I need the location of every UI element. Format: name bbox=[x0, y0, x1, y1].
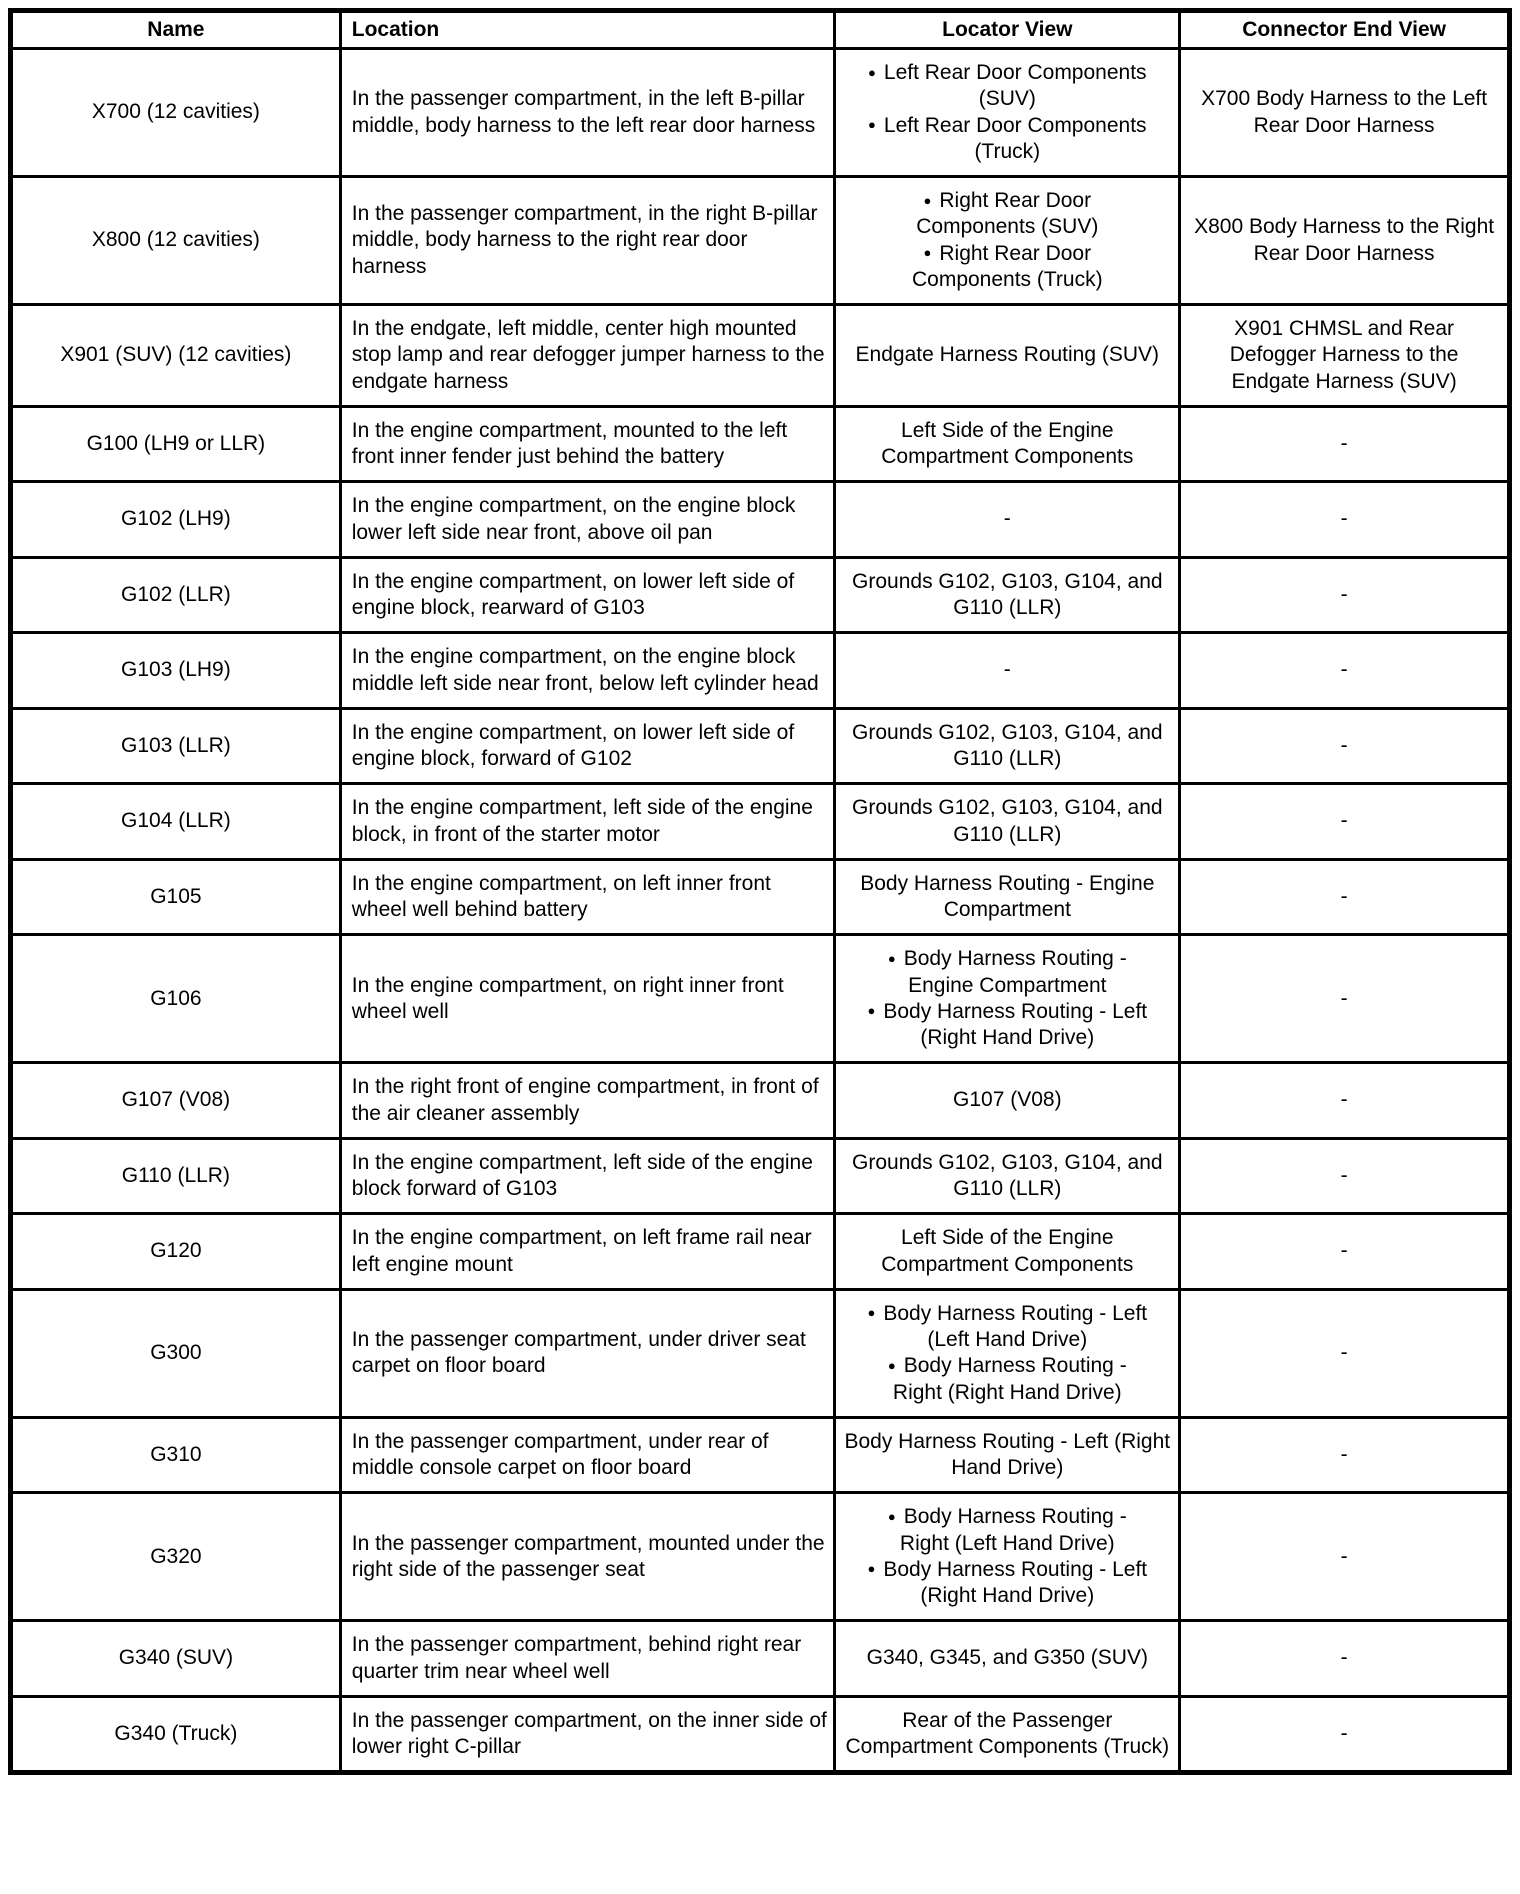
connector-end-view-cell: - bbox=[1180, 482, 1510, 558]
name-cell: G340 (Truck) bbox=[11, 1696, 341, 1773]
name-cell: G105 bbox=[11, 859, 341, 935]
location-cell: In the engine compartment, mounted to the left front inner fender just behind the battery bbox=[340, 406, 835, 482]
table-row bbox=[11, 1138, 1510, 1214]
name-cell: G120 bbox=[11, 1214, 341, 1290]
connector-end-view-cell: X800 Body Harness to the Right Rear Door Harness bbox=[1180, 177, 1510, 305]
locator-view-cell bbox=[835, 935, 1180, 1063]
table-row bbox=[11, 1696, 1510, 1773]
location-cell: In the engine compartment, on lower left side of engine block, rearward of G103 bbox=[340, 557, 835, 633]
connector-end-view-cell: - bbox=[1180, 1214, 1510, 1290]
location-cell: In the engine compartment, on the engine block lower left side near front, above oil pan bbox=[340, 482, 835, 558]
locator-view-cell: G107 (V08) bbox=[835, 1063, 1180, 1139]
name-cell: G102 (LLR) bbox=[11, 557, 341, 633]
header-locator-view: Locator View bbox=[835, 11, 1180, 49]
connector-end-view-cell: - bbox=[1180, 1493, 1510, 1621]
name-cell: G107 (V08) bbox=[11, 1063, 341, 1139]
table-row bbox=[11, 1493, 1510, 1621]
connector-end-view-cell: - bbox=[1180, 406, 1510, 482]
name-cell: G300 bbox=[11, 1289, 341, 1417]
table-row bbox=[11, 784, 1510, 860]
location-cell: In the endgate, left middle, center high mounted stop lamp and rear defogger jumper harness to the endgate harness bbox=[340, 305, 835, 407]
connector-end-view-cell: - bbox=[1180, 1138, 1510, 1214]
location-cell: In the passenger compartment, in the left B-pillar middle, body harness to the left rear door harness bbox=[340, 49, 835, 177]
name-cell: G320 bbox=[11, 1493, 341, 1621]
locator-bullet-item: ● Body Harness Routing - Right (Right Hand Drive) bbox=[861, 1353, 1153, 1406]
name-cell: X901 (SUV) (12 cavities) bbox=[11, 305, 341, 407]
locator-view-cell: Body Harness Routing - Engine Compartment bbox=[835, 859, 1180, 935]
locator-view-cell: Grounds G102, G103, G104, and G110 (LLR) bbox=[835, 1138, 1180, 1214]
locator-view-cell bbox=[835, 49, 1180, 177]
connector-end-view-cell: X700 Body Harness to the Left Rear Door Harness bbox=[1180, 49, 1510, 177]
locator-bullet-item: ● Body Harness Routing - Left (Left Hand Drive) bbox=[861, 1301, 1153, 1354]
location-cell: In the engine compartment, on the engine block middle left side near front, below left cylinder head bbox=[340, 633, 835, 709]
header-row bbox=[11, 11, 1510, 49]
name-cell: G100 (LH9 or LLR) bbox=[11, 406, 341, 482]
table-row bbox=[11, 1063, 1510, 1139]
connector-end-view-cell: - bbox=[1180, 859, 1510, 935]
table-body bbox=[11, 49, 1510, 1773]
table-row bbox=[11, 935, 1510, 1063]
location-cell: In the engine compartment, on right inner front wheel well bbox=[340, 935, 835, 1063]
table-row bbox=[11, 557, 1510, 633]
connector-end-view-cell: - bbox=[1180, 708, 1510, 784]
location-cell: In the right front of engine compartment, in front of the air cleaner assembly bbox=[340, 1063, 835, 1139]
table-row bbox=[11, 1621, 1510, 1697]
table-row bbox=[11, 177, 1510, 305]
locator-view-cell: - bbox=[835, 633, 1180, 709]
locator-view-cell: Body Harness Routing - Left (Right Hand Drive) bbox=[835, 1417, 1180, 1493]
locator-view-cell bbox=[835, 1493, 1180, 1621]
name-cell: X700 (12 cavities) bbox=[11, 49, 341, 177]
location-cell: In the passenger compartment, on the inner side of lower right C-pillar bbox=[340, 1696, 835, 1773]
location-cell: In the passenger compartment, in the right B-pillar middle, body harness to the right rear door harness bbox=[340, 177, 835, 305]
connector-end-view-cell: - bbox=[1180, 1417, 1510, 1493]
locator-view-cell: Endgate Harness Routing (SUV) bbox=[835, 305, 1180, 407]
table-row bbox=[11, 49, 1510, 177]
name-cell: G310 bbox=[11, 1417, 341, 1493]
name-cell: G103 (LLR) bbox=[11, 708, 341, 784]
name-cell: G110 (LLR) bbox=[11, 1138, 341, 1214]
locator-bullet-item: ● Body Harness Routing - Right (Left Hand Drive) bbox=[861, 1504, 1153, 1557]
locator-view-cell: Grounds G102, G103, G104, and G110 (LLR) bbox=[835, 708, 1180, 784]
table-row bbox=[11, 305, 1510, 407]
locator-view-cell bbox=[835, 177, 1180, 305]
locator-view-cell: Left Side of the Engine Compartment Components bbox=[835, 1214, 1180, 1290]
table-row bbox=[11, 859, 1510, 935]
locator-bullet-item: ● Right Rear Door Components (SUV) bbox=[861, 188, 1153, 241]
location-cell: In the engine compartment, on lower left side of engine block, forward of G102 bbox=[340, 708, 835, 784]
location-cell: In the engine compartment, left side of the engine block forward of G103 bbox=[340, 1138, 835, 1214]
header-name: Name bbox=[11, 11, 341, 49]
locator-view-cell: Left Side of the Engine Compartment Components bbox=[835, 406, 1180, 482]
name-cell: G103 (LH9) bbox=[11, 633, 341, 709]
location-cell: In the engine compartment, left side of the engine block, in front of the starter motor bbox=[340, 784, 835, 860]
connector-end-view-cell: - bbox=[1180, 1289, 1510, 1417]
table-row bbox=[11, 708, 1510, 784]
name-cell: G104 (LLR) bbox=[11, 784, 341, 860]
name-cell: G340 (SUV) bbox=[11, 1621, 341, 1697]
connector-end-view-cell: - bbox=[1180, 633, 1510, 709]
locator-bullet-item: ● Body Harness Routing - Engine Compartment bbox=[861, 946, 1153, 999]
connector-end-view-cell: - bbox=[1180, 784, 1510, 860]
locator-bullet-item: ● Left Rear Door Components (Truck) bbox=[861, 113, 1153, 166]
connector-end-view-cell: - bbox=[1180, 557, 1510, 633]
locator-view-cell: Grounds G102, G103, G104, and G110 (LLR) bbox=[835, 557, 1180, 633]
table-row bbox=[11, 406, 1510, 482]
locator-bullet-item: ● Right Rear Door Components (Truck) bbox=[861, 241, 1153, 294]
locator-bullet-item: ● Body Harness Routing - Left (Right Hand Drive) bbox=[861, 999, 1153, 1052]
header-location: Location bbox=[340, 11, 835, 49]
location-cell: In the passenger compartment, behind right rear quarter trim near wheel well bbox=[340, 1621, 835, 1697]
table-row bbox=[11, 1417, 1510, 1493]
header-connector-end-view: Connector End View bbox=[1180, 11, 1510, 49]
connector-end-view-cell: X901 CHMSL and Rear Defogger Harness to the Endgate Harness (SUV) bbox=[1180, 305, 1510, 407]
name-cell: G106 bbox=[11, 935, 341, 1063]
connector-location-table bbox=[8, 8, 1512, 1775]
locator-bullet-item: ● Left Rear Door Components (SUV) bbox=[861, 60, 1153, 113]
name-cell: G102 (LH9) bbox=[11, 482, 341, 558]
table-row bbox=[11, 633, 1510, 709]
locator-view-cell: - bbox=[835, 482, 1180, 558]
locator-view-cell: G340, G345, and G350 (SUV) bbox=[835, 1621, 1180, 1697]
connector-end-view-cell: - bbox=[1180, 935, 1510, 1063]
location-cell: In the passenger compartment, under driver seat carpet on floor board bbox=[340, 1289, 835, 1417]
location-cell: In the engine compartment, on left frame rail near left engine mount bbox=[340, 1214, 835, 1290]
locator-view-cell: Grounds G102, G103, G104, and G110 (LLR) bbox=[835, 784, 1180, 860]
location-cell: In the passenger compartment, under rear of middle console carpet on floor board bbox=[340, 1417, 835, 1493]
locator-view-cell bbox=[835, 1289, 1180, 1417]
connector-end-view-cell: - bbox=[1180, 1696, 1510, 1773]
locator-view-cell: Rear of the Passenger Compartment Components (Truck) bbox=[835, 1696, 1180, 1773]
table-row bbox=[11, 1214, 1510, 1290]
connector-end-view-cell: - bbox=[1180, 1063, 1510, 1139]
table-row bbox=[11, 482, 1510, 558]
table-row bbox=[11, 1289, 1510, 1417]
location-cell: In the engine compartment, on left inner front wheel well behind battery bbox=[340, 859, 835, 935]
locator-bullet-item: ● Body Harness Routing - Left (Right Hand Drive) bbox=[861, 1557, 1153, 1610]
connector-end-view-cell: - bbox=[1180, 1621, 1510, 1697]
name-cell: X800 (12 cavities) bbox=[11, 177, 341, 305]
location-cell: In the passenger compartment, mounted under the right side of the passenger seat bbox=[340, 1493, 835, 1621]
